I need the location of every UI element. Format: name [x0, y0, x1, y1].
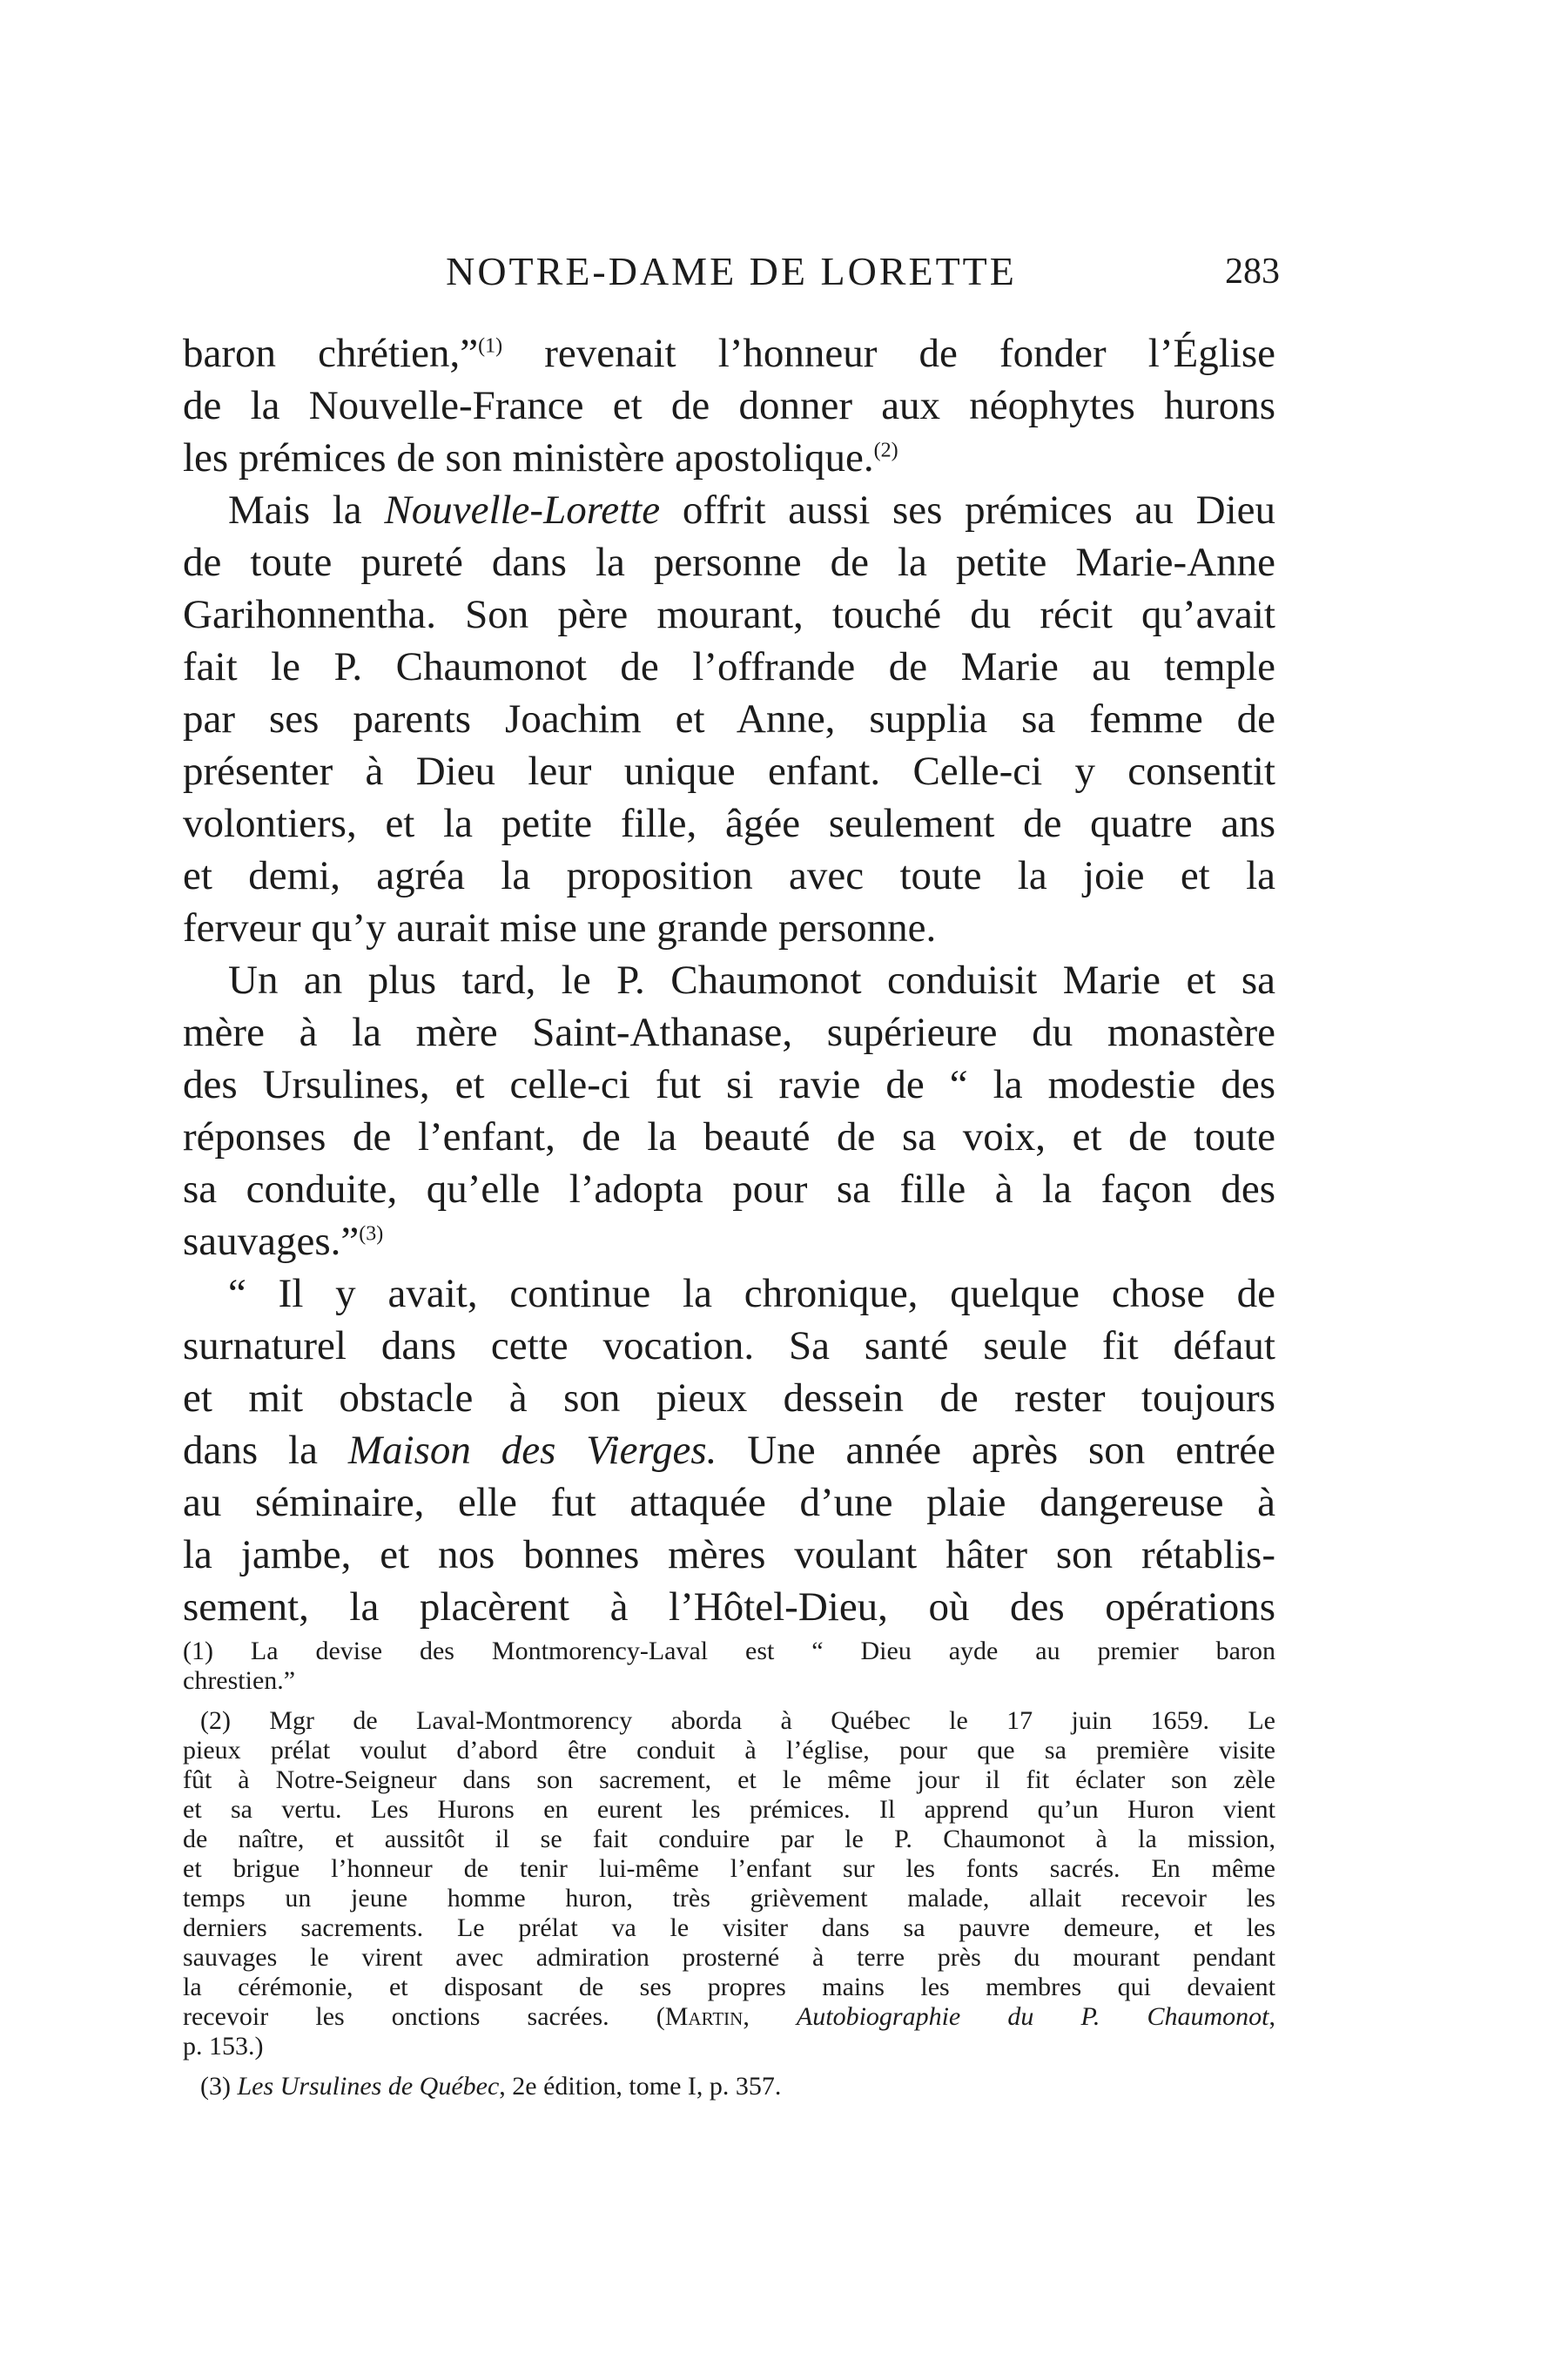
text-run: Garihonnentha. Son père mourant, touché du récit qu’avait: [183, 592, 1275, 637]
text-run: de la Nouvelle-France et de donner aux néophytes hurons: [183, 383, 1275, 428]
text-run: offrit aussi ses prémices au Dieu: [660, 487, 1275, 533]
text-line: [183, 380, 1275, 432]
text-run: baron chrétien,”: [183, 331, 479, 376]
footnote-line: [183, 2002, 1275, 2032]
text-line: [183, 902, 1275, 954]
text-run: et mit obstacle à son pieux dessein de rester toujours: [183, 1375, 1275, 1421]
footnote-work-title: Autobiographie du P. Chaumonot: [796, 2002, 1269, 2031]
text-line: [183, 327, 1275, 380]
text-run: sa conduite, qu’elle l’adopta pour sa fille à la façon des: [183, 1166, 1275, 1212]
footnote-ref: (1): [478, 334, 503, 358]
text-run: des Ursulines, et celle-ci fut si ravie de “ la modestie des: [183, 1062, 1275, 1107]
italic-title: Maison des Vierges.: [347, 1428, 717, 1473]
running-title: NOTRE-DAME DE LORETTE: [446, 249, 1017, 293]
text-run: par ses parents Joachim et Anne, supplia sa femme de: [183, 696, 1275, 742]
text-run: de toute pureté dans la personne de la petite Marie-Anne: [183, 540, 1275, 585]
text-line: [183, 1006, 1275, 1059]
text-line: [183, 850, 1275, 902]
text-line: [183, 1581, 1275, 1633]
footnote-line: [183, 2072, 1275, 2101]
text-run: revenait l’honneur de fonder l’Église: [502, 331, 1275, 376]
footnote-line: chrestien.”: [183, 1666, 296, 1695]
text-line: [183, 1163, 1275, 1215]
text-run: volontiers, et la petite fille, âgée seulement de quatre ans: [183, 801, 1275, 846]
text-line: [183, 432, 1275, 484]
text-run: présenter à Dieu leur unique enfant. Celle-ci y consentit: [183, 749, 1275, 794]
text-run: dans la: [183, 1428, 348, 1473]
text-line: [183, 1529, 1275, 1581]
text-line: [183, 1059, 1275, 1111]
footnote-line: et brigue l’honneur de tenir lui-même l’enfant sur les fonts sacrés. En même: [183, 1854, 1275, 1883]
footnote-work-title: Les Ursulines de Québec: [237, 2072, 500, 2101]
footnote-text: recevoir les onctions sacrées. (: [183, 2002, 665, 2031]
footnote-1: [183, 1637, 1275, 1696]
text-line: [183, 1424, 1275, 1476]
text-line: [183, 588, 1275, 641]
footnotes: [183, 1637, 1275, 2112]
text-run: mère à la mère Saint-Athanase, supérieure du monastère: [183, 1010, 1275, 1055]
text-run: sauvages.”: [183, 1219, 360, 1264]
running-head: [183, 245, 1280, 298]
footnote-line: la cérémonie, et disposant de ses propres mains les membres qui devaient: [183, 1973, 1275, 2001]
text-run: les prémices de son ministère apostolique.: [183, 435, 874, 481]
text-line: [183, 641, 1275, 693]
footnote-text: , 2e édition, tome I, p. 357.: [499, 2072, 782, 2101]
footnote-ref: (2): [873, 439, 898, 462]
text-run: ferveur qu’y aurait mise une grande personne.: [183, 905, 937, 951]
text-run: au séminaire, elle fut attaquée d’une plaie dangereuse à: [183, 1480, 1275, 1525]
text-line: [183, 797, 1275, 850]
footnote-line: (1) La devise des Montmorency-Laval est “ Dieu ayde au premier baron: [183, 1637, 1275, 1665]
text-run: et demi, agréa la proposition avec toute la joie et la: [183, 853, 1275, 898]
text-run: “ Il y avait, continue la chronique, quelque chose de: [228, 1271, 1275, 1316]
footnote-line: (2) Mgr de Laval-Montmorency aborda à Québec le 17 juin 1659. Le: [200, 1706, 1275, 1735]
text-line: [183, 1111, 1275, 1163]
footnote-ref: (3): [359, 1222, 384, 1246]
text-line: [183, 693, 1275, 745]
text-line: [183, 954, 1275, 1006]
italic-title: Nouvelle-Lorette: [384, 487, 661, 533]
text-run: la jambe, et nos bonnes mères voulant hâter son rétablis-: [183, 1532, 1275, 1577]
footnote-2: [183, 1706, 1275, 2061]
footnote-text: ,: [743, 2002, 797, 2031]
text-line: [183, 536, 1275, 588]
text-line: [183, 1215, 1275, 1267]
footnote-line: temps un jeune homme huron, très grièvement malade, allait recevoir les: [183, 1884, 1275, 1913]
text-run: sement, la placèrent à l’Hôtel-Dieu, où des opérations: [183, 1584, 1275, 1630]
text-line: [183, 1320, 1275, 1372]
body-text: [183, 327, 1275, 1633]
text-line: [183, 1267, 1275, 1320]
footnote-line: p. 153.): [183, 2032, 264, 2061]
footnote-line: sauvages le virent avec admiration prosterné à terre près du mourant pendant: [183, 1943, 1275, 1972]
footnote-line: et sa vertu. Les Hurons en eurent les prémices. Il apprend qu’un Huron vient: [183, 1795, 1275, 1824]
footnote-line: derniers sacrements. Le prélat va le visiter dans sa pauvre demeure, et les: [183, 1913, 1275, 1942]
footnote-line: fût à Notre-Seigneur dans son sacrement, et le même jour il fit éclater son zèle: [183, 1765, 1275, 1794]
text-run: Mais la: [228, 487, 385, 533]
text-run: surnaturel dans cette vocation. Sa santé seule fit défaut: [183, 1323, 1275, 1368]
text-line: [183, 1476, 1275, 1529]
text-run: réponses de l’enfant, de la beauté de sa voix, et de toute: [183, 1114, 1275, 1160]
footnote-text: (3): [200, 2072, 238, 2101]
text-line: [183, 484, 1275, 536]
footnote-3: [183, 2072, 1275, 2101]
text-run: fait le P. Chaumonot de l’offrande de Marie au temple: [183, 644, 1275, 689]
text-run: Un an plus tard, le P. Chaumonot conduisit Marie et sa: [228, 958, 1275, 1003]
text-run: Une année après son entrée: [717, 1428, 1275, 1473]
text-line: [183, 745, 1275, 797]
footnote-line: pieux prélat voulut d’abord être conduit à l’église, pour que sa première visite: [183, 1736, 1275, 1765]
text-line: [183, 1372, 1275, 1424]
footnote-text: ,: [1268, 2002, 1276, 2031]
page-number: 283: [1225, 252, 1280, 292]
footnote-line: de naître, et aussitôt il se fait conduire par le P. Chaumonot à la mission,: [183, 1825, 1275, 1853]
footnote-author: Martin: [664, 2002, 744, 2031]
